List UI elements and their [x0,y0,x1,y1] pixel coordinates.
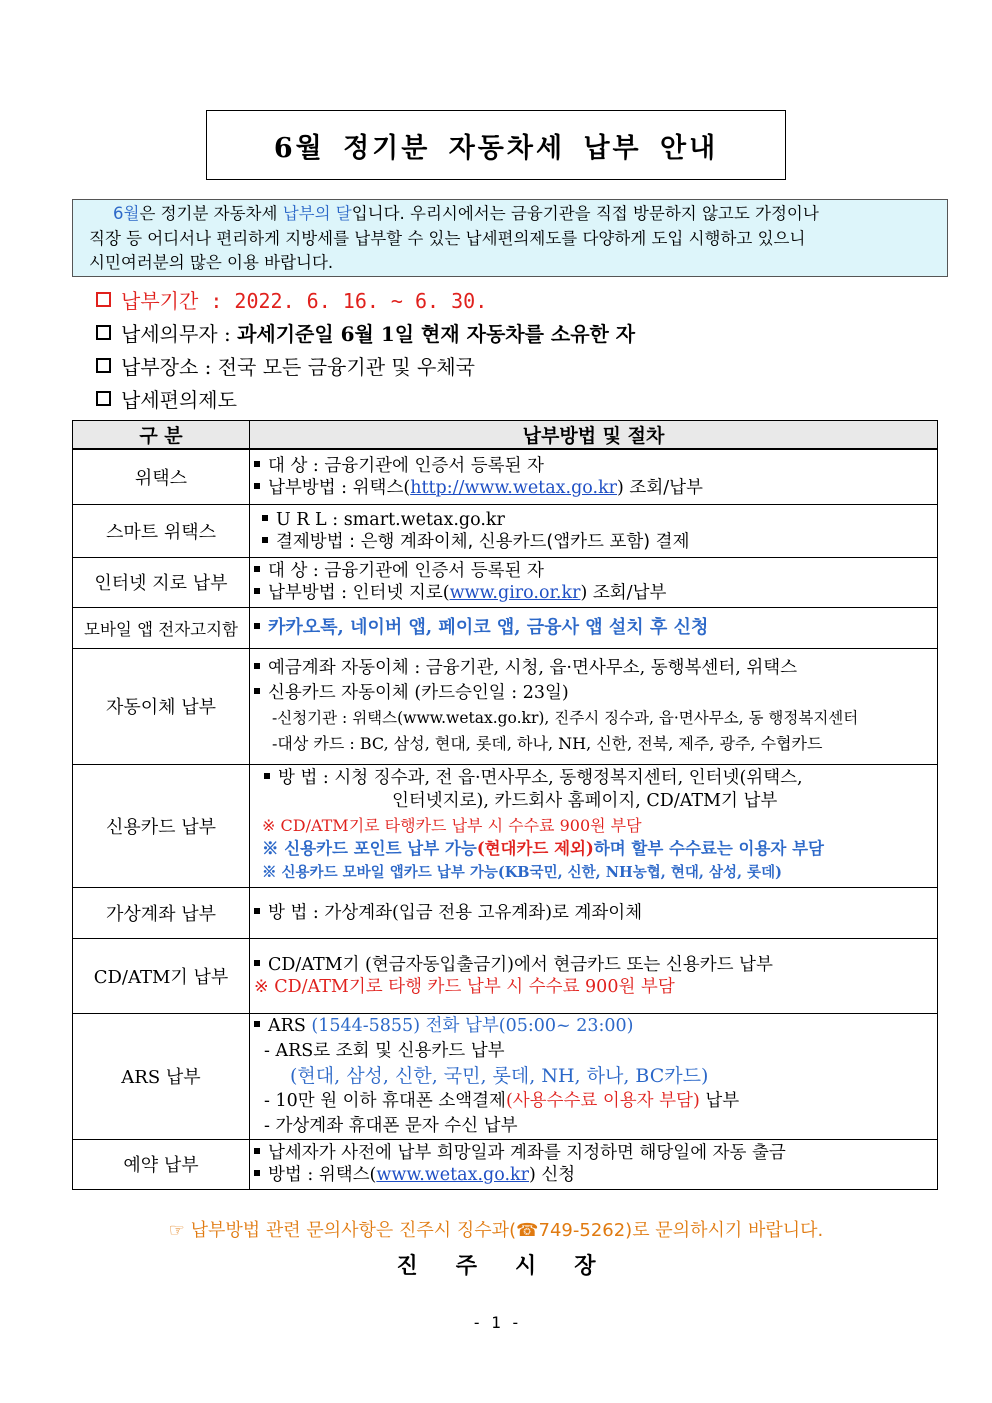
square-bullet-icon [254,588,260,594]
table-header-row [73,421,938,450]
square-bullet-icon [262,515,268,521]
square-bullet-icon [264,773,270,779]
row-category: 위택스 [73,449,250,504]
row-category: 자동이체 납부 [73,648,250,764]
table-row [73,1139,938,1189]
checkbox-square-icon [96,358,111,373]
desc-line: -신청기관 : 위택스(www.wetax.go.kr), 진주시 징수과, 읍·면사무소, 동 행정복지센터 [272,709,859,727]
period-text: 납부기간 : 2022. 6. 16. ~ 6. 30. [121,289,488,313]
warning-line: (현대카드 제외) [476,839,594,859]
table-row [73,648,938,764]
row-category: 예약 납부 [73,1139,250,1189]
desc-line: ) 조회/납부 [617,477,703,498]
row-description [250,887,938,938]
desc-line: - ARS로 조회 및 신용카드 납부 [264,1040,505,1061]
row-category: ARS 납부 [73,1013,250,1139]
intro-highlight: 납부의 달 [282,204,352,223]
page-title: 6월 정기분 자동차세 납부 안내 [273,132,719,164]
desc-line: 하며 할부 수수료는 이용자 부담 [593,839,824,859]
taxpayer-label: 납세의무자 : [121,322,238,346]
wetax-link[interactable]: www.wetax.go.kr [376,1165,529,1185]
table-row [73,607,938,648]
desc-line: U R L : smart.wetax.go.kr [276,509,505,530]
desc-line: 신용카드 자동이체 (카드승인일 : 23일) [268,683,569,703]
square-bullet-icon [262,537,268,543]
row-description [250,449,938,504]
table-row [73,764,938,887]
intro-box [72,199,948,277]
system-text: 납세편의제도 [121,388,237,412]
desc-line: - 10만 원 이하 휴대폰 소액결제 [264,1090,506,1111]
table-row [73,557,938,607]
desc-line: ※ 신용카드 모바일 앱카드 납부 가능(KB국민, 신한, NH농협, 현대, 삼성, 롯데) [262,863,782,881]
square-bullet-icon [254,663,260,669]
table-row [73,1013,938,1139]
square-bullet-icon [254,1021,260,1027]
desc-line: 납부방법 : 인터넷 지로( [268,583,450,603]
intro-line-1 [89,202,933,227]
checkbox-square-icon [96,325,111,340]
intro-text: 입니다. 우리시에서는 금융기관을 직접 방문하지 않고도 가정이나 [351,204,819,223]
desc-line: 카카오톡, 네이버 앱, 페이코 앱, 금융사 앱 설치 후 신청 [268,616,709,638]
table-row [73,938,938,1013]
bullet-place [96,351,475,380]
desc-line: -대상 카드 : BC, 삼성, 현대, 롯데, 하나, NH, 신한, 전북, 제주, 광주, 수협카드 [272,734,823,753]
row-category: 모바일 앱 전자고지함 [73,607,250,648]
desc-line: 대 상 : 금융기관에 인증서 등록된 자 [268,455,544,476]
row-category: 가상계좌 납부 [73,887,250,938]
taxpayer-value: 과세기준일 6월 1일 현재 자동차를 소유한 자 [237,322,636,346]
square-bullet-icon [254,908,260,914]
row-description [250,1013,938,1139]
square-bullet-icon [254,688,260,694]
warning-line: ※ CD/ATM기로 타행카드 납부 시 수수료 900원 부담 [262,815,642,835]
desc-line: 방법 : 위택스( [268,1165,377,1185]
desc-line: ARS [268,1015,312,1036]
table-row [73,504,938,557]
row-category: CD/ATM기 납부 [73,938,250,1013]
intro-line-3: 시민여러분의 많은 이용 바랍니다. [89,253,334,272]
signature: 진주시장 [396,1253,634,1279]
desc-line: 예금계좌 자동이체 : 금융기관, 시청, 읍·면사무소, 동행복센터, 위택스 [268,658,798,678]
intro-month: 6월 [113,204,140,223]
square-bullet-icon [254,483,260,489]
header-description: 납부방법 및 절차 [250,421,938,450]
bullet-taxpayer [96,318,635,347]
card-list: (현대, 삼성, 신한, 국민, 롯데, NH, 하나, BC카드) [290,1064,709,1087]
square-bullet-icon [254,566,260,572]
row-description [250,764,938,887]
giro-link[interactable]: www.giro.or.kr [449,583,581,603]
row-description [250,648,938,764]
row-category: 스마트 위택스 [73,504,250,557]
warning-line: ※ CD/ATM기로 타행 카드 납부 시 수수료 900원 부담 [254,976,675,997]
row-description [250,607,938,648]
table-row [73,449,938,504]
desc-line: 대 상 : 금융기관에 인증서 등록된 자 [268,561,544,581]
desc-line: CD/ATM기 (현금자동입출금기)에서 현금카드 또는 신용카드 납부 [268,954,773,975]
wetax-link[interactable]: http://www.wetax.go.kr [410,477,618,498]
intro-line-2: 직장 등 어디서나 편리하게 지방세를 납부할 수 있는 납세편의제도를 다양하게 도입 시행하고 있으니 [89,228,806,248]
checkbox-square-icon [96,391,111,406]
square-bullet-icon [254,1148,260,1154]
square-bullet-icon [254,623,260,629]
header-category: 구 분 [73,421,250,450]
desc-line: 납부방법 : 위택스( [268,477,411,498]
warning-line: (사용수수료 이용자 부담) [505,1090,700,1111]
desc-line: ) 조회/납부 [580,583,667,603]
row-description [250,938,938,1013]
row-category: 인터넷 지로 납부 [73,557,250,607]
checkbox-square-icon [96,292,111,307]
bullet-system [96,384,237,413]
table-row [73,887,938,938]
bullet-period [96,285,487,314]
desc-line: 납부 [699,1090,740,1111]
desc-line: ) 신청 [529,1165,576,1185]
place-text: 납부장소 : 전국 모든 금융기관 및 우체국 [121,355,476,379]
desc-line: - 가상계좌 휴대폰 문자 수신 납부 [264,1115,518,1136]
intro-text: 은 정기분 자동차세 [139,204,283,223]
row-description [250,1139,938,1189]
title-box [206,110,786,180]
square-bullet-icon [254,1170,260,1176]
payment-methods-table [72,420,938,1190]
page-number: - 1 - [471,1313,521,1332]
desc-line: 인터넷지로), 카드회사 홈페이지, CD/ATM기 납부 [392,791,778,812]
row-description [250,557,938,607]
desc-line: 납세자가 사전에 납부 희망일과 계좌를 지정하면 해당일에 자동 출금 [268,1143,786,1163]
desc-line: 방 법 : 시청 징수과, 전 읍·면사무소, 동행정복지센터, 인터넷(위택스, [278,767,803,788]
square-bullet-icon [254,461,260,467]
square-bullet-icon [254,960,260,966]
desc-line: 방 법 : 가상계좌(입금 전용 고유계좌)로 계좌이체 [268,902,643,923]
phone-number: (1544-5855) 전화 납부(05:00~ 23:00) [311,1015,634,1036]
desc-line: 결제방법 : 은행 계좌이체, 신용카드(앱카드 포함) 결제 [276,531,690,552]
row-description [250,504,938,557]
desc-line: ※ 신용카드 포인트 납부 가능 [262,839,477,859]
row-category: 신용카드 납부 [73,764,250,887]
inquiry-note: ☞ 납부방법 관련 문의사항은 진주시 징수과(☎749-5262)로 문의하시기 바랍니다. [168,1220,824,1241]
